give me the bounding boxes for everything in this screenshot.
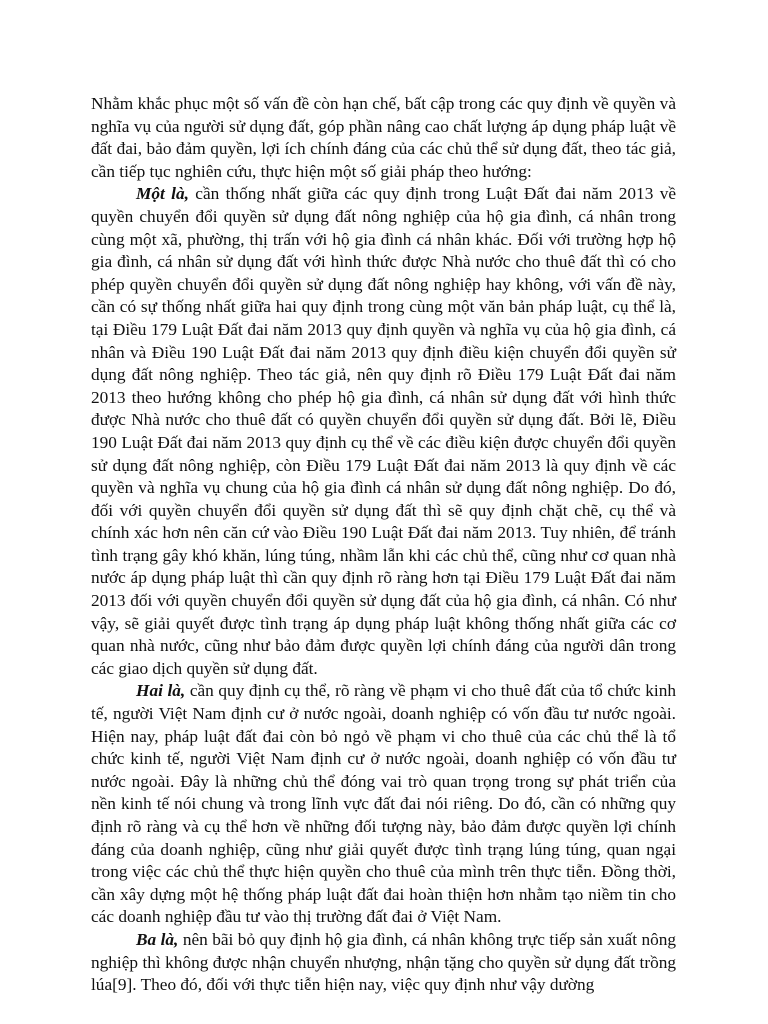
paragraph-intro — [91, 93, 676, 183]
paragraph-text: nên bãi bỏ quy định hộ gia đình, cá nhân không trực tiếp sản xuất nông nghiệp thì không được nhận chuyển nhượng, nhận tặng cho quyền sử dụng đất trồng lúa[9]. Theo đó, đối với thực tiễn hiện nay, việc quy định như vậy dường — [91, 929, 677, 995]
paragraph-lead: Một là, — [136, 184, 189, 204]
paragraph-text: cần quy định cụ thể, rõ ràng về phạm vi cho thuê đất của tổ chức kinh tế, người Việt Nam định cư ở nước ngoài, doanh nghiệp có vốn đầu tư nước ngoài. Hiện nay, pháp luật đất đai còn bỏ ngỏ về phạm vi cho thuê của các chủ thể là tổ chức kinh tế, người Việt Nam định cư ở nước ngoài, doanh nghiệp có vốn đầu tư nước ngoài. Đây là những chủ thể đóng vai trò quan trọng trong sự phát triển của nền kinh tế nói chung và trong lĩnh vực đất đai nói riêng. Do đó, cần có những quy định rõ ràng và cụ thể hơn về những đối tượng này, bảo đảm được quyền lợi chính đáng của doanh nghiệp, cũng như giải quyết được tình trạng lúng túng, quan ngại trong việc các chủ thể thực hiện quyền cho thuê của mình trên thực tiễn. Đồng thời, cần xây dựng một hệ thống pháp luật đất đai hoàn thiện hơn nhằm tạo niềm tin cho các doanh nghiệp đầu tư vào thị trường đất đai ở Việt Nam. — [91, 681, 677, 927]
paragraph-lead: Hai là, — [136, 681, 186, 701]
paragraph-third-solution — [91, 929, 676, 997]
paragraph-second-solution — [91, 680, 676, 929]
document-body — [91, 93, 676, 997]
paragraph-text: cần thống nhất giữa các quy định trong Luật Đất đai năm 2013 về quyền chuyển đổi quyền sử dụng đất nông nghiệp của hộ gia đình, cá nhân trong cùng một xã, phường, thị trấn với hộ gia đình cá nhân khác. Đối với trường hợp hộ gia đình, cá nhân sử dụng đất với hình thức được Nhà nước cho thuê đất thì có cho phép quyền chuyển đổi quyền sử dụng đất nông nghiệp hay không, với vấn đề này, cần có sự thống nhất giữa hai quy định trong cùng một văn bản pháp luật, cụ thể là, tại Điều 179 Luật Đất đai năm 2013 quy định quyền và nghĩa vụ của hộ gia đình, cá nhân và Điều 190 Luật Đất đai năm 2013 quy định điều kiện chuyển đổi quyền sử dụng đất nông nghiệp. Theo tác giả, nên quy định rõ Điều 179 Luật Đất đai năm 2013 theo hướng không cho phép hộ gia đình, cá nhân sử dụng đất với hình thức được Nhà nước cho thuê đất có quyền chuyển đổi quyền sử dụng đất. Bởi lẽ, Điều 190 Luật Đất đai năm 2013 quy định cụ thể về các điều kiện được chuyển đổi quyền sử dụng đất nông nghiệp, còn Điều 179 Luật Đất đai năm 2013 là quy định về các quyền và nghĩa vụ chung của hộ gia đình cá nhân sử dụng đất nông nghiệp. Do đó, đối với quyền chuyển đổi quyền sử dụng đất thì sẽ quy định chặt chẽ, cụ thể và chính xác hơn nên căn cứ vào Điều 190 Luật Đất đai năm 2013. Tuy nhiên, để tránh tình trạng gây khó khăn, lúng túng, nhầm lẫn khi các chủ thể, cũng như cơ quan nhà nước áp dụng pháp luật thì cần quy định rõ ràng hơn tại Điều 179 Luật Đất đai năm 2013 đối với quyền chuyển đổi quyền sử dụng đất của hộ gia đình, cá nhân. Có như vậy, sẽ giải quyết được tình trạng áp dụng pháp luật không thống nhất giữa các cơ quan nhà nước, cũng như bảo đảm được quyền lợi chính đáng của người dân trong các giao dịch quyền sử dụng đất. — [91, 184, 677, 678]
paragraph-first-solution — [91, 183, 676, 680]
paragraph-lead: Ba là, — [136, 929, 179, 949]
paragraph-text: Nhằm khắc phục một số vấn đề còn hạn chế, bất cập trong các quy định về quyền và nghĩa vụ của người sử dụng đất, góp phần nâng cao chất lượng áp dụng pháp luật về đất đai, bảo đảm quyền, lợi ích chính đáng của các chủ thể sử dụng đất, theo tác giả, cần tiếp tục nghiên cứu, thực hiện một số giải pháp theo hướng: — [91, 94, 676, 181]
